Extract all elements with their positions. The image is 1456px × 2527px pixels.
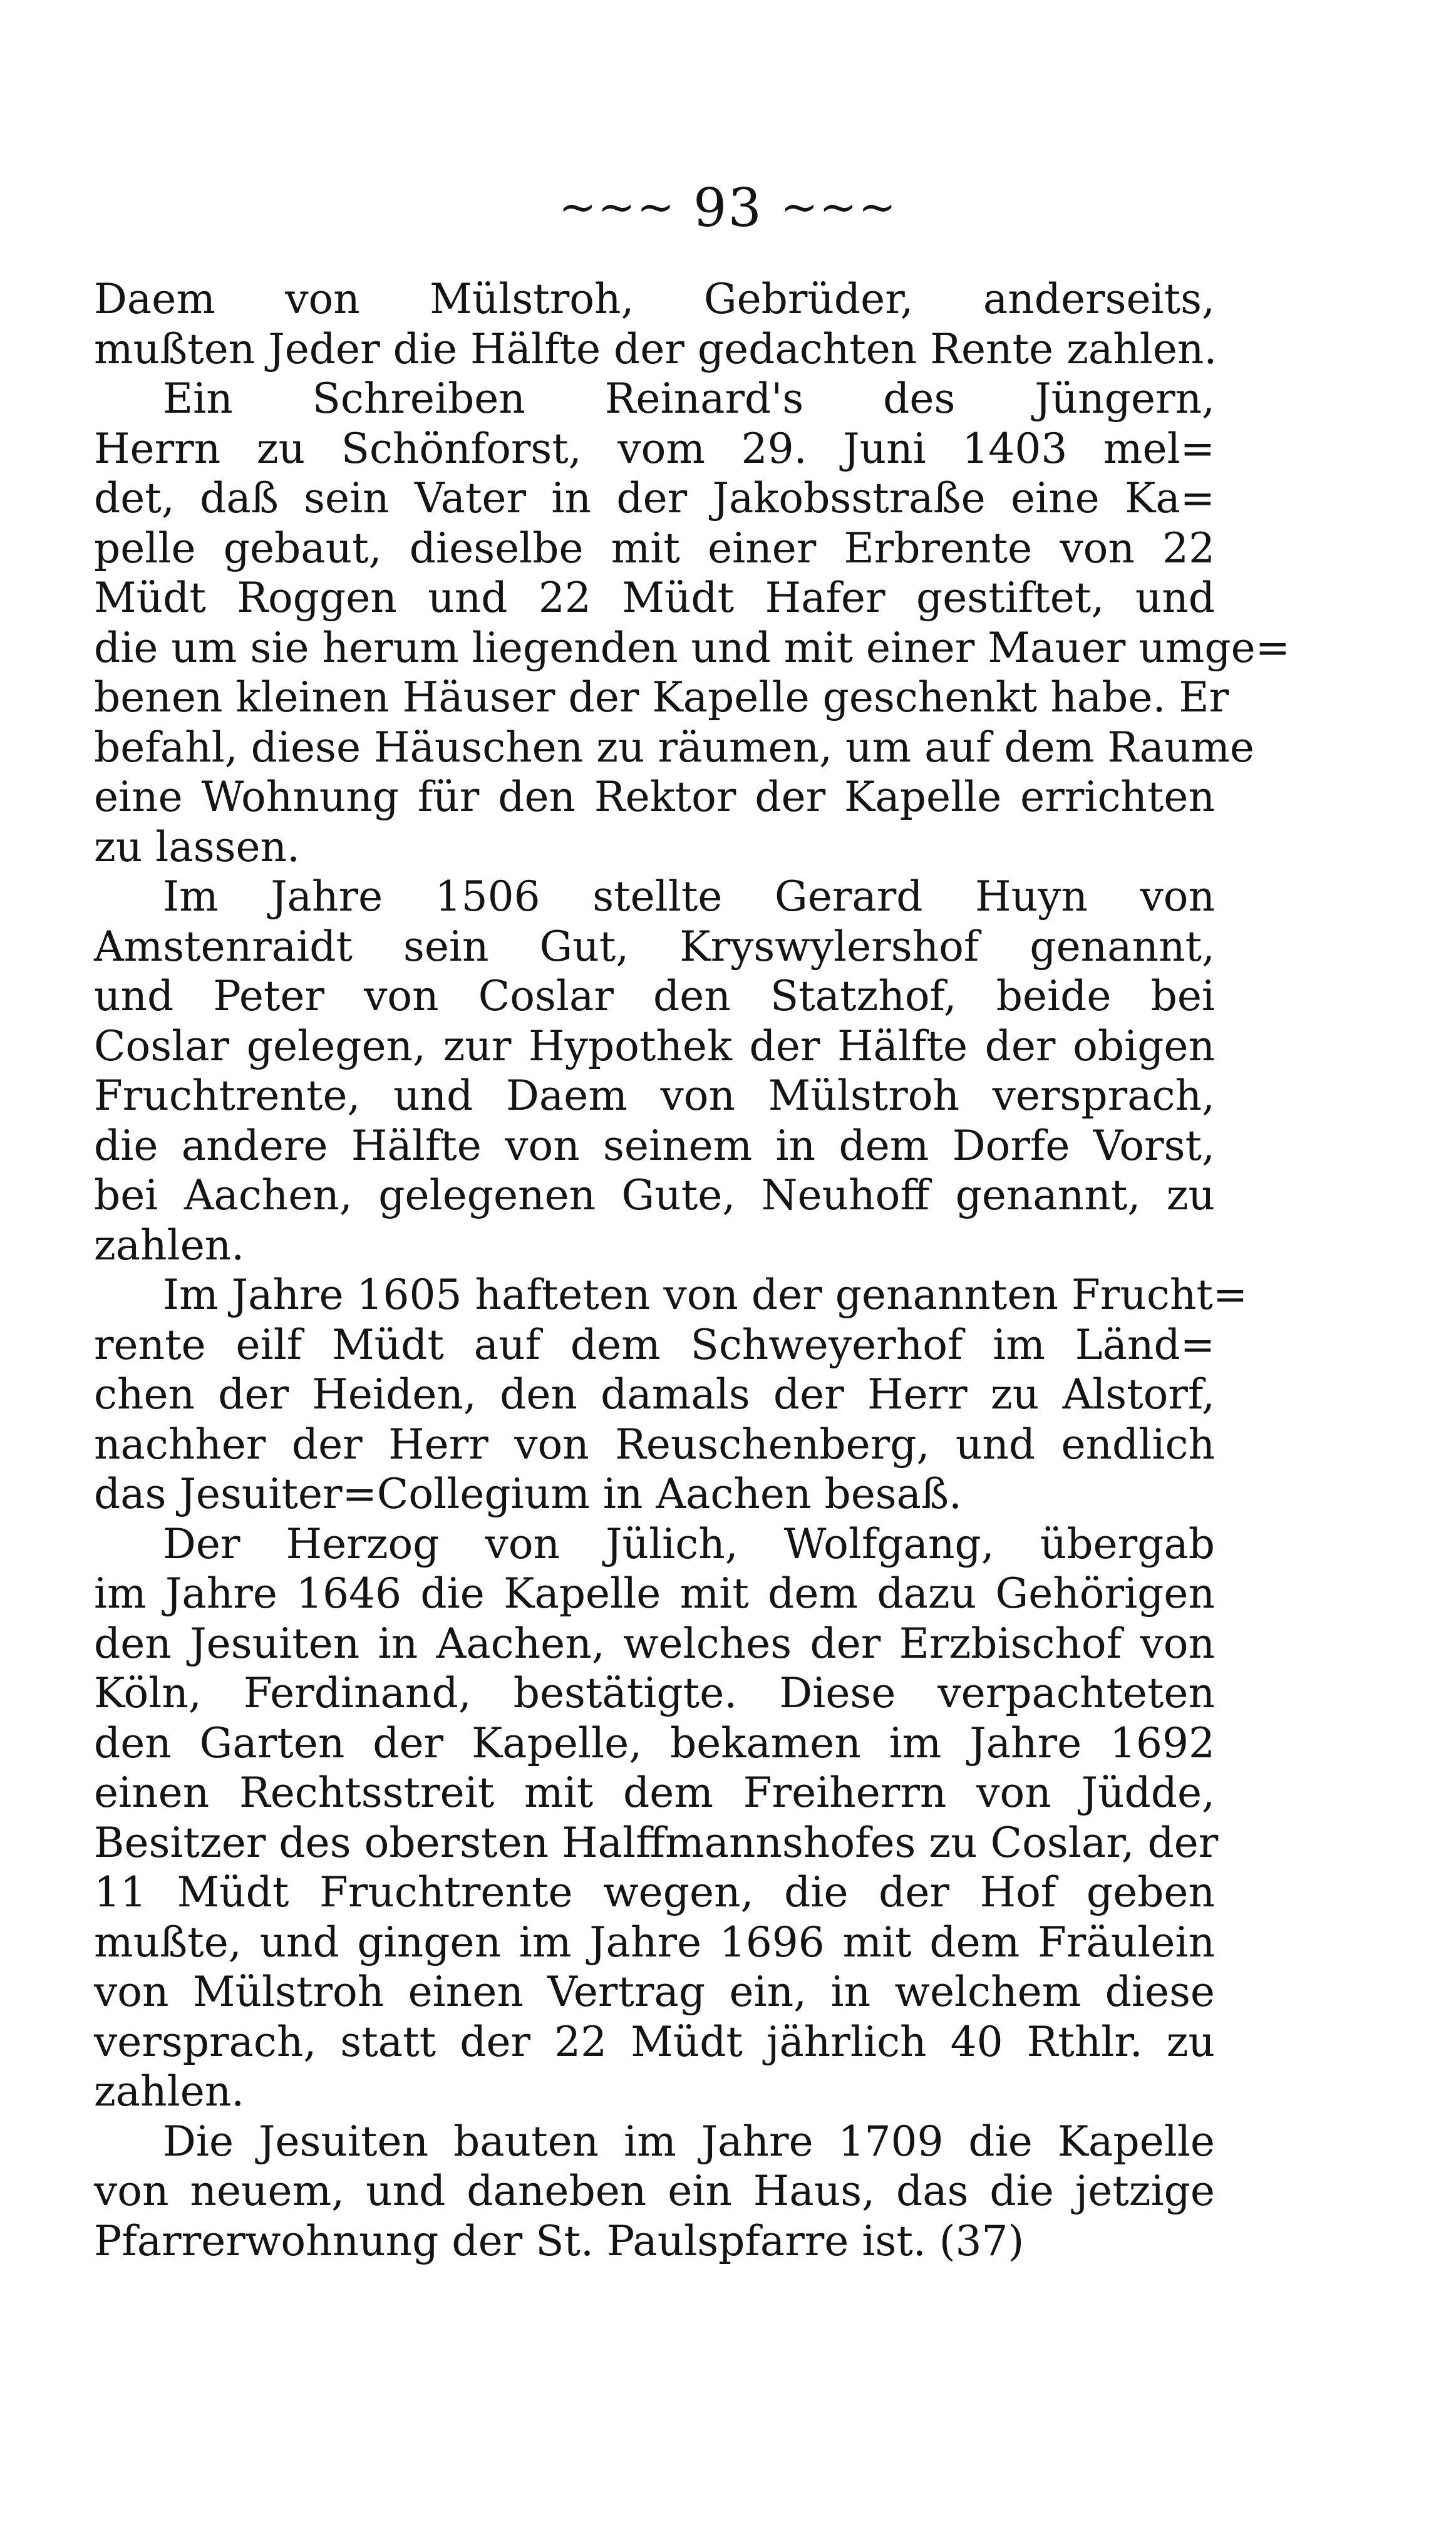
text-line: 11 Müdt Fruchtrente wegen, die der Hof geben bbox=[94, 1868, 1215, 1916]
text-line: Köln, Ferdinand, bestätigte. Diese verpachteten bbox=[94, 1669, 1215, 1717]
text-line: chen der Heiden, den damals der Herr zu Alstorf, bbox=[94, 1370, 1215, 1419]
text-line: Amstenraidt sein Gut, Kryswylershof genannt, bbox=[94, 922, 1215, 971]
text-line: zahlen. bbox=[94, 2067, 245, 2116]
text-line: im Jahre 1646 die Kapelle mit dem dazu Gehörigen bbox=[94, 1569, 1215, 1618]
text-line: die andere Hälfte von seinem in dem Dorfe Vorst, bbox=[94, 1121, 1215, 1170]
text-line: Coslar gelegen, zur Hypothek der Hälfte der obigen bbox=[94, 1021, 1215, 1070]
header-ornament-left: ~~~ bbox=[559, 180, 676, 233]
text-line: den Jesuiten in Aachen, welches der Erzbischof von bbox=[94, 1619, 1215, 1668]
page-number: 93 bbox=[693, 177, 763, 239]
paragraph bbox=[94, 1519, 1219, 2117]
text-line: Fruchtrente, und Daem von Mülstroh versprach, bbox=[94, 1072, 1215, 1120]
text-line: Herrn zu Schönforst, vom 29. Juni 1403 mel= bbox=[94, 424, 1215, 473]
text-line: det, daß sein Vater in der Jakobsstraße eine Ka= bbox=[94, 474, 1215, 522]
paragraph bbox=[94, 2117, 1215, 2266]
text-line: benen kleinen Häuser der Kapelle geschenkt habe. Er bbox=[94, 673, 1229, 721]
paragraph bbox=[94, 1270, 1248, 1519]
paragraph bbox=[94, 374, 1290, 872]
text-line: Die Jesuiten bauten im Jahre 1709 die Kapelle bbox=[163, 2117, 1215, 2166]
text-line: bei Aachen, gelegenen Gute, Neuhoff genannt, zu bbox=[94, 1171, 1215, 1219]
text-line: versprach, statt der 22 Müdt jährlich 40 Rthlr. zu bbox=[94, 2017, 1215, 2066]
text-line: eine Wohnung für den Rektor der Kapelle errichten bbox=[94, 773, 1215, 821]
text-line: zahlen. bbox=[94, 1221, 245, 1269]
text-line: von neuem, und daneben ein Haus, das die jetzige bbox=[94, 2167, 1215, 2215]
paragraph bbox=[94, 872, 1215, 1270]
text-line: den Garten der Kapelle, bekamen im Jahre 1692 bbox=[94, 1718, 1215, 1767]
text-line: mußte, und gingen im Jahre 1696 mit dem Fräulein bbox=[94, 1918, 1215, 1966]
text-line: Besitzer des obersten Halffmannshofes zu Coslar, der bbox=[94, 1818, 1219, 1867]
text-line: einen Rechtsstreit mit dem Freiherrn von Jüdde, bbox=[94, 1769, 1215, 1817]
paragraph bbox=[94, 274, 1215, 374]
text-line: pelle gebaut, dieselbe mit einer Erbrente von 22 bbox=[94, 524, 1215, 572]
header-ornament-right: ~~~ bbox=[780, 180, 897, 233]
text-line: Ein Schreiben Reinard's des Jüngern, bbox=[163, 375, 1215, 423]
text-line: von Mülstroh einen Vertrag ein, in welchem diese bbox=[94, 1968, 1215, 2016]
text-line: das Jesuiter=Collegium in Aachen besaß. bbox=[94, 1470, 963, 1518]
text-line: nachher der Herr von Reuschenberg, und endlich bbox=[94, 1420, 1215, 1469]
text-line: die um sie herum liegenden und mit einer Mauer umge= bbox=[94, 623, 1290, 672]
text-line: Müdt Roggen und 22 Müdt Hafer gestiftet, und bbox=[94, 574, 1215, 622]
text-line: Der Herzog von Jülich, Wolfgang, übergab bbox=[163, 1519, 1215, 1568]
text-line: Im Jahre 1506 stellte Gerard Huyn von bbox=[163, 872, 1215, 921]
text-line: und Peter von Coslar den Statzhof, beide bei bbox=[94, 972, 1215, 1020]
page-body-text bbox=[94, 274, 1290, 2266]
page-header bbox=[0, 175, 1456, 239]
text-line: mußten Jeder die Hälfte der gedachten Rente zahlen. bbox=[94, 324, 1217, 373]
text-line: Daem von Mülstroh, Gebrüder, anderseits, bbox=[94, 275, 1215, 323]
text-line: rente eilf Müdt auf dem Schweyerhof im Länd= bbox=[94, 1320, 1215, 1369]
text-line: zu lassen. bbox=[94, 822, 301, 871]
text-line: befahl, diese Häuschen zu räumen, um auf dem Raume bbox=[94, 723, 1254, 772]
text-line: Im Jahre 1605 hafteten von der genannten Frucht= bbox=[163, 1271, 1248, 1319]
text-line: Pfarrerwohnung der St. Paulspfarre ist. (37) bbox=[94, 2216, 1025, 2265]
